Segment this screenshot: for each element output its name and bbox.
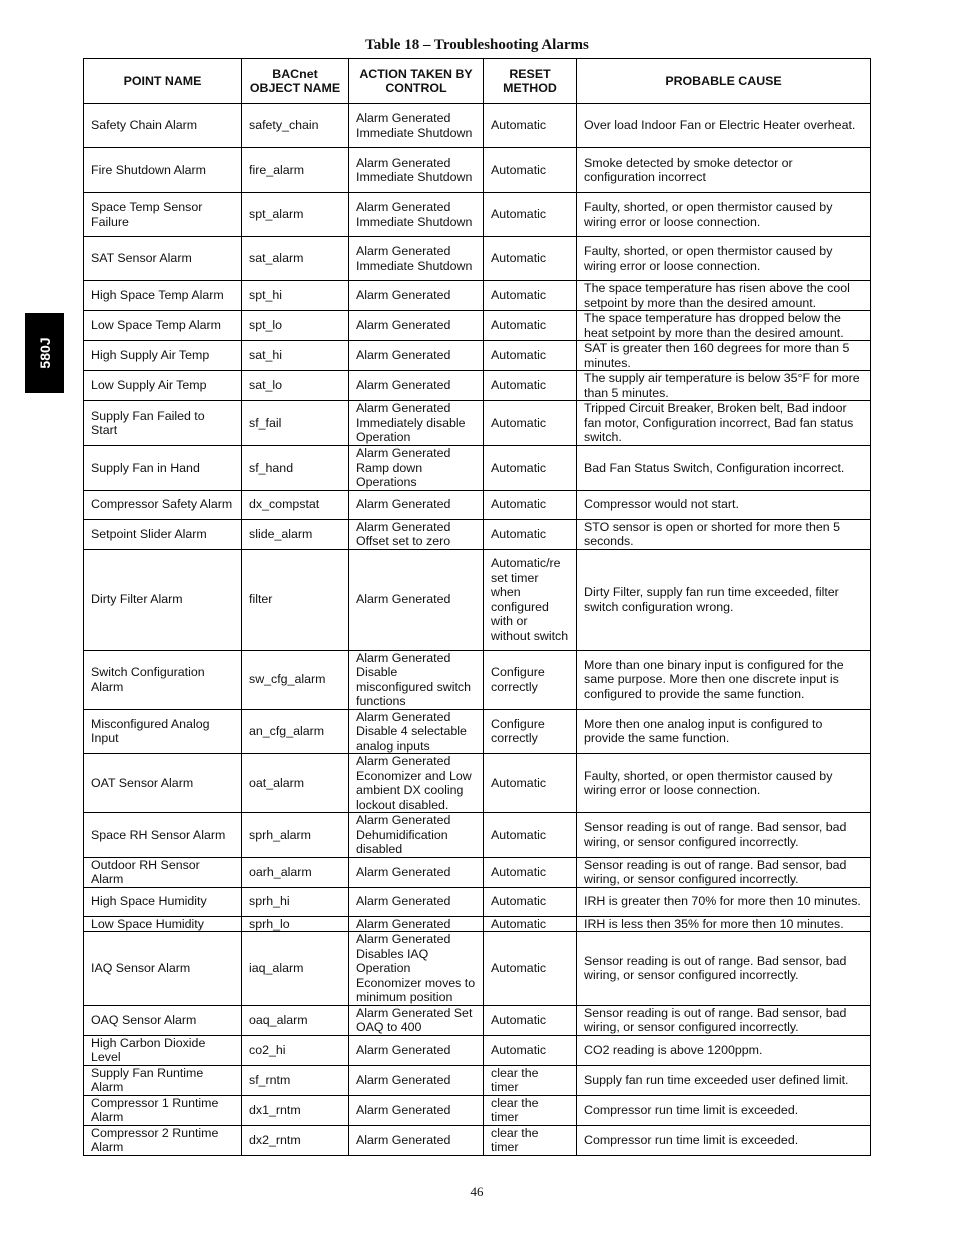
- page-number: 46: [470, 1184, 484, 1199]
- cell-action-taken: Alarm Generated: [349, 490, 484, 519]
- cell-reset-method: Automatic: [484, 932, 577, 1006]
- cell-action-taken: Alarm Generated Immediate Shutdown: [349, 148, 484, 193]
- cell-action-taken: Alarm Generated: [349, 1095, 484, 1125]
- cell-action-taken: Alarm Generated: [349, 549, 484, 650]
- cell-probable-cause: Supply fan run time exceeded user defined limit.: [577, 1065, 871, 1095]
- table-row: [84, 1065, 871, 1095]
- cell-reset-method: Automatic: [484, 148, 577, 193]
- cell-point-name: Compressor 1 Runtime Alarm: [84, 1095, 242, 1125]
- cell-probable-cause: Compressor run time limit is exceeded.: [577, 1125, 871, 1155]
- table-row: [84, 446, 871, 491]
- cell-probable-cause: More then one analog input is configured to provide the same function.: [577, 709, 871, 754]
- cell-action-taken: Alarm Generated: [349, 281, 484, 311]
- cell-reset-method: Configure correctly: [484, 650, 577, 709]
- table-title: Table 18 – Troubleshooting Alarms: [365, 37, 589, 53]
- cell-reset-method: Configure correctly: [484, 709, 577, 754]
- cell-point-name: SAT Sensor Alarm: [84, 237, 242, 281]
- table-row: [84, 549, 871, 650]
- cell-probable-cause: The supply air temperature is below 35°F for more than 5 minutes.: [577, 371, 871, 401]
- cell-bacnet-object-name: oaq_alarm: [242, 1005, 349, 1035]
- cell-reset-method: Automatic: [484, 104, 577, 148]
- cell-action-taken: Alarm Generated Disables IAQ Operation Economizer moves to minimum position: [349, 932, 484, 1006]
- cell-reset-method: Automatic: [484, 519, 577, 549]
- cell-reset-method: Automatic: [484, 237, 577, 281]
- cell-bacnet-object-name: slide_alarm: [242, 519, 349, 549]
- cell-bacnet-object-name: oarh_alarm: [242, 857, 349, 887]
- header-action-taken: ACTION TAKEN BY CONTROL: [349, 59, 484, 104]
- cell-bacnet-object-name: filter: [242, 549, 349, 650]
- cell-probable-cause: CO2 reading is above 1200ppm.: [577, 1035, 871, 1065]
- cell-action-taken: Alarm Generated: [349, 371, 484, 401]
- cell-reset-method: Automatic: [484, 446, 577, 491]
- cell-reset-method: Automatic: [484, 754, 577, 813]
- cell-action-taken: Alarm Generated: [349, 1065, 484, 1095]
- cell-probable-cause: Sensor reading is out of range. Bad sensor, bad wiring, or sensor configured incorrectly.: [577, 813, 871, 858]
- cell-bacnet-object-name: spt_hi: [242, 281, 349, 311]
- cell-reset-method: Automatic: [484, 887, 577, 916]
- table-row: [84, 916, 871, 932]
- cell-reset-method: Automatic: [484, 1035, 577, 1065]
- cell-action-taken: Alarm Generated: [349, 341, 484, 371]
- cell-probable-cause: Smoke detected by smoke detector or configuration incorrect: [577, 148, 871, 193]
- cell-point-name: High Carbon Dioxide Level: [84, 1035, 242, 1065]
- cell-bacnet-object-name: an_cfg_alarm: [242, 709, 349, 754]
- cell-point-name: OAQ Sensor Alarm: [84, 1005, 242, 1035]
- table-row: [84, 237, 871, 281]
- table-row: [84, 932, 871, 1006]
- table-row: [84, 709, 871, 754]
- cell-probable-cause: Tripped Circuit Breaker, Broken belt, Bad indoor fan motor, Configuration incorrect, Bad fan status switch.: [577, 401, 871, 446]
- table-row: [84, 104, 871, 148]
- cell-probable-cause: SAT is greater then 160 degrees for more than 5 minutes.: [577, 341, 871, 371]
- cell-reset-method: Automatic: [484, 193, 577, 237]
- cell-action-taken: Alarm Generated: [349, 887, 484, 916]
- cell-action-taken: Alarm Generated Immediately disable Operation: [349, 401, 484, 446]
- table-row: [84, 813, 871, 858]
- cell-bacnet-object-name: dx1_rntm: [242, 1095, 349, 1125]
- cell-bacnet-object-name: spt_lo: [242, 311, 349, 341]
- table-row: [84, 341, 871, 371]
- cell-point-name: Low Space Temp Alarm: [84, 311, 242, 341]
- table-row: [84, 887, 871, 916]
- cell-point-name: Supply Fan Failed to Start: [84, 401, 242, 446]
- cell-bacnet-object-name: sw_cfg_alarm: [242, 650, 349, 709]
- cell-bacnet-object-name: sprh_lo: [242, 916, 349, 932]
- cell-reset-method: clear the timer: [484, 1095, 577, 1125]
- header-probable-cause: PROBABLE CAUSE: [577, 59, 871, 104]
- cell-bacnet-object-name: sprh_alarm: [242, 813, 349, 858]
- cell-point-name: Low Space Humidity: [84, 916, 242, 932]
- cell-probable-cause: Bad Fan Status Switch, Configuration incorrect.: [577, 446, 871, 491]
- table-row: [84, 754, 871, 813]
- cell-action-taken: Alarm Generated Offset set to zero: [349, 519, 484, 549]
- cell-point-name: High Space Humidity: [84, 887, 242, 916]
- cell-action-taken: Alarm Generated Dehumidification disabled: [349, 813, 484, 858]
- cell-bacnet-object-name: sat_lo: [242, 371, 349, 401]
- cell-reset-method: Automatic: [484, 371, 577, 401]
- table-row: [84, 490, 871, 519]
- table-row: [84, 311, 871, 341]
- cell-probable-cause: Faulty, shorted, or open thermistor caused by wiring error or loose connection.: [577, 754, 871, 813]
- cell-bacnet-object-name: iaq_alarm: [242, 932, 349, 1006]
- header-row: [84, 59, 871, 104]
- cell-point-name: Misconfigured Analog Input: [84, 709, 242, 754]
- table-row: [84, 650, 871, 709]
- side-tab: [25, 313, 64, 393]
- cell-bacnet-object-name: co2_hi: [242, 1035, 349, 1065]
- cell-probable-cause: Faulty, shorted, or open thermistor caused by wiring error or loose connection.: [577, 193, 871, 237]
- troubleshooting-alarms-table: [83, 58, 871, 1156]
- table-row: [84, 371, 871, 401]
- cell-action-taken: Alarm Generated: [349, 857, 484, 887]
- cell-point-name: Setpoint Slider Alarm: [84, 519, 242, 549]
- cell-probable-cause: The space temperature has dropped below the heat setpoint by more than the desired amount.: [577, 311, 871, 341]
- cell-action-taken: Alarm Generated Disable 4 selectable analog inputs: [349, 709, 484, 754]
- cell-reset-method: clear the timer: [484, 1125, 577, 1155]
- cell-action-taken: Alarm Generated Ramp down Operations: [349, 446, 484, 491]
- cell-point-name: High Space Temp Alarm: [84, 281, 242, 311]
- table-row: [84, 1125, 871, 1155]
- cell-reset-method: Automatic: [484, 857, 577, 887]
- cell-action-taken: Alarm Generated Economizer and Low ambient DX cooling lockout disabled.: [349, 754, 484, 813]
- table-row: [84, 857, 871, 887]
- cell-point-name: Supply Fan in Hand: [84, 446, 242, 491]
- cell-probable-cause: Sensor reading is out of range. Bad sensor, bad wiring, or sensor configured incorrectly.: [577, 1005, 871, 1035]
- cell-reset-method: Automatic: [484, 916, 577, 932]
- header-reset-method: RESET METHOD: [484, 59, 577, 104]
- table-row: [84, 193, 871, 237]
- cell-bacnet-object-name: sf_rntm: [242, 1065, 349, 1095]
- cell-probable-cause: Sensor reading is out of range. Bad sensor, bad wiring, or sensor configured incorrectly.: [577, 932, 871, 1006]
- cell-bacnet-object-name: sf_hand: [242, 446, 349, 491]
- cell-point-name: Supply Fan Runtime Alarm: [84, 1065, 242, 1095]
- cell-bacnet-object-name: dx2_rntm: [242, 1125, 349, 1155]
- table-row: [84, 148, 871, 193]
- cell-bacnet-object-name: spt_alarm: [242, 193, 349, 237]
- table-row: [84, 1005, 871, 1035]
- cell-action-taken: Alarm Generated Disable misconfigured switch functions: [349, 650, 484, 709]
- cell-bacnet-object-name: oat_alarm: [242, 754, 349, 813]
- cell-point-name: Dirty Filter Alarm: [84, 549, 242, 650]
- table-row: [84, 401, 871, 446]
- cell-probable-cause: Sensor reading is out of range. Bad sensor, bad wiring, or sensor configured incorrectly.: [577, 857, 871, 887]
- table-row: [84, 281, 871, 311]
- cell-point-name: Space RH Sensor Alarm: [84, 813, 242, 858]
- cell-point-name: High Supply Air Temp: [84, 341, 242, 371]
- cell-bacnet-object-name: sat_alarm: [242, 237, 349, 281]
- cell-action-taken: Alarm Generated Set OAQ to 400: [349, 1005, 484, 1035]
- cell-probable-cause: Dirty Filter, supply fan run time exceeded, filter switch configuration wrong.: [577, 549, 871, 650]
- cell-action-taken: Alarm Generated Immediate Shutdown: [349, 193, 484, 237]
- cell-reset-method: clear the timer: [484, 1065, 577, 1095]
- cell-action-taken: Alarm Generated: [349, 916, 484, 932]
- cell-point-name: Low Supply Air Temp: [84, 371, 242, 401]
- cell-point-name: Space Temp Sensor Failure: [84, 193, 242, 237]
- cell-bacnet-object-name: sf_fail: [242, 401, 349, 446]
- cell-bacnet-object-name: dx_compstat: [242, 490, 349, 519]
- cell-reset-method: Automatic: [484, 311, 577, 341]
- cell-bacnet-object-name: sat_hi: [242, 341, 349, 371]
- cell-probable-cause: Over load Indoor Fan or Electric Heater overheat.: [577, 104, 871, 148]
- cell-probable-cause: The space temperature has risen above the cool setpoint by more than the desired amount.: [577, 281, 871, 311]
- cell-bacnet-object-name: safety_chain: [242, 104, 349, 148]
- cell-reset-method: Automatic: [484, 281, 577, 311]
- cell-point-name: IAQ Sensor Alarm: [84, 932, 242, 1006]
- cell-reset-method: Automatic: [484, 490, 577, 519]
- cell-point-name: OAT Sensor Alarm: [84, 754, 242, 813]
- cell-probable-cause: IRH is less then 35% for more then 10 minutes.: [577, 916, 871, 932]
- cell-reset-method: Automatic: [484, 401, 577, 446]
- table-row: [84, 519, 871, 549]
- cell-reset-method: Automatic: [484, 813, 577, 858]
- cell-action-taken: Alarm Generated Immediate Shutdown: [349, 104, 484, 148]
- side-tab-label: 580J: [36, 337, 53, 369]
- cell-point-name: Outdoor RH Sensor Alarm: [84, 857, 242, 887]
- table-row: [84, 1035, 871, 1065]
- cell-point-name: Compressor Safety Alarm: [84, 490, 242, 519]
- cell-reset-method: Automatic: [484, 341, 577, 371]
- cell-action-taken: Alarm Generated: [349, 1125, 484, 1155]
- cell-point-name: Switch Configuration Alarm: [84, 650, 242, 709]
- cell-bacnet-object-name: fire_alarm: [242, 148, 349, 193]
- header-point-name: POINT NAME: [84, 59, 242, 104]
- table-row: [84, 1095, 871, 1125]
- cell-bacnet-object-name: sprh_hi: [242, 887, 349, 916]
- cell-point-name: Safety Chain Alarm: [84, 104, 242, 148]
- cell-point-name: Fire Shutdown Alarm: [84, 148, 242, 193]
- header-bacnet-object-name: BACnet OBJECT NAME: [242, 59, 349, 104]
- cell-probable-cause: More than one binary input is configured for the same purpose. More then one discrete input is configured to provide the same function.: [577, 650, 871, 709]
- cell-action-taken: Alarm Generated: [349, 1035, 484, 1065]
- cell-action-taken: Alarm Generated Immediate Shutdown: [349, 237, 484, 281]
- cell-probable-cause: Compressor would not start.: [577, 490, 871, 519]
- cell-probable-cause: Compressor run time limit is exceeded.: [577, 1095, 871, 1125]
- cell-probable-cause: STO sensor is open or shorted for more then 5 seconds.: [577, 519, 871, 549]
- cell-probable-cause: IRH is greater then 70% for more then 10 minutes.: [577, 887, 871, 916]
- cell-reset-method: Automatic: [484, 1005, 577, 1035]
- cell-probable-cause: Faulty, shorted, or open thermistor caused by wiring error or loose connection.: [577, 237, 871, 281]
- cell-action-taken: Alarm Generated: [349, 311, 484, 341]
- cell-point-name: Compressor 2 Runtime Alarm: [84, 1125, 242, 1155]
- cell-reset-method: Automatic/re set timer when configured with or without switch: [484, 549, 577, 650]
